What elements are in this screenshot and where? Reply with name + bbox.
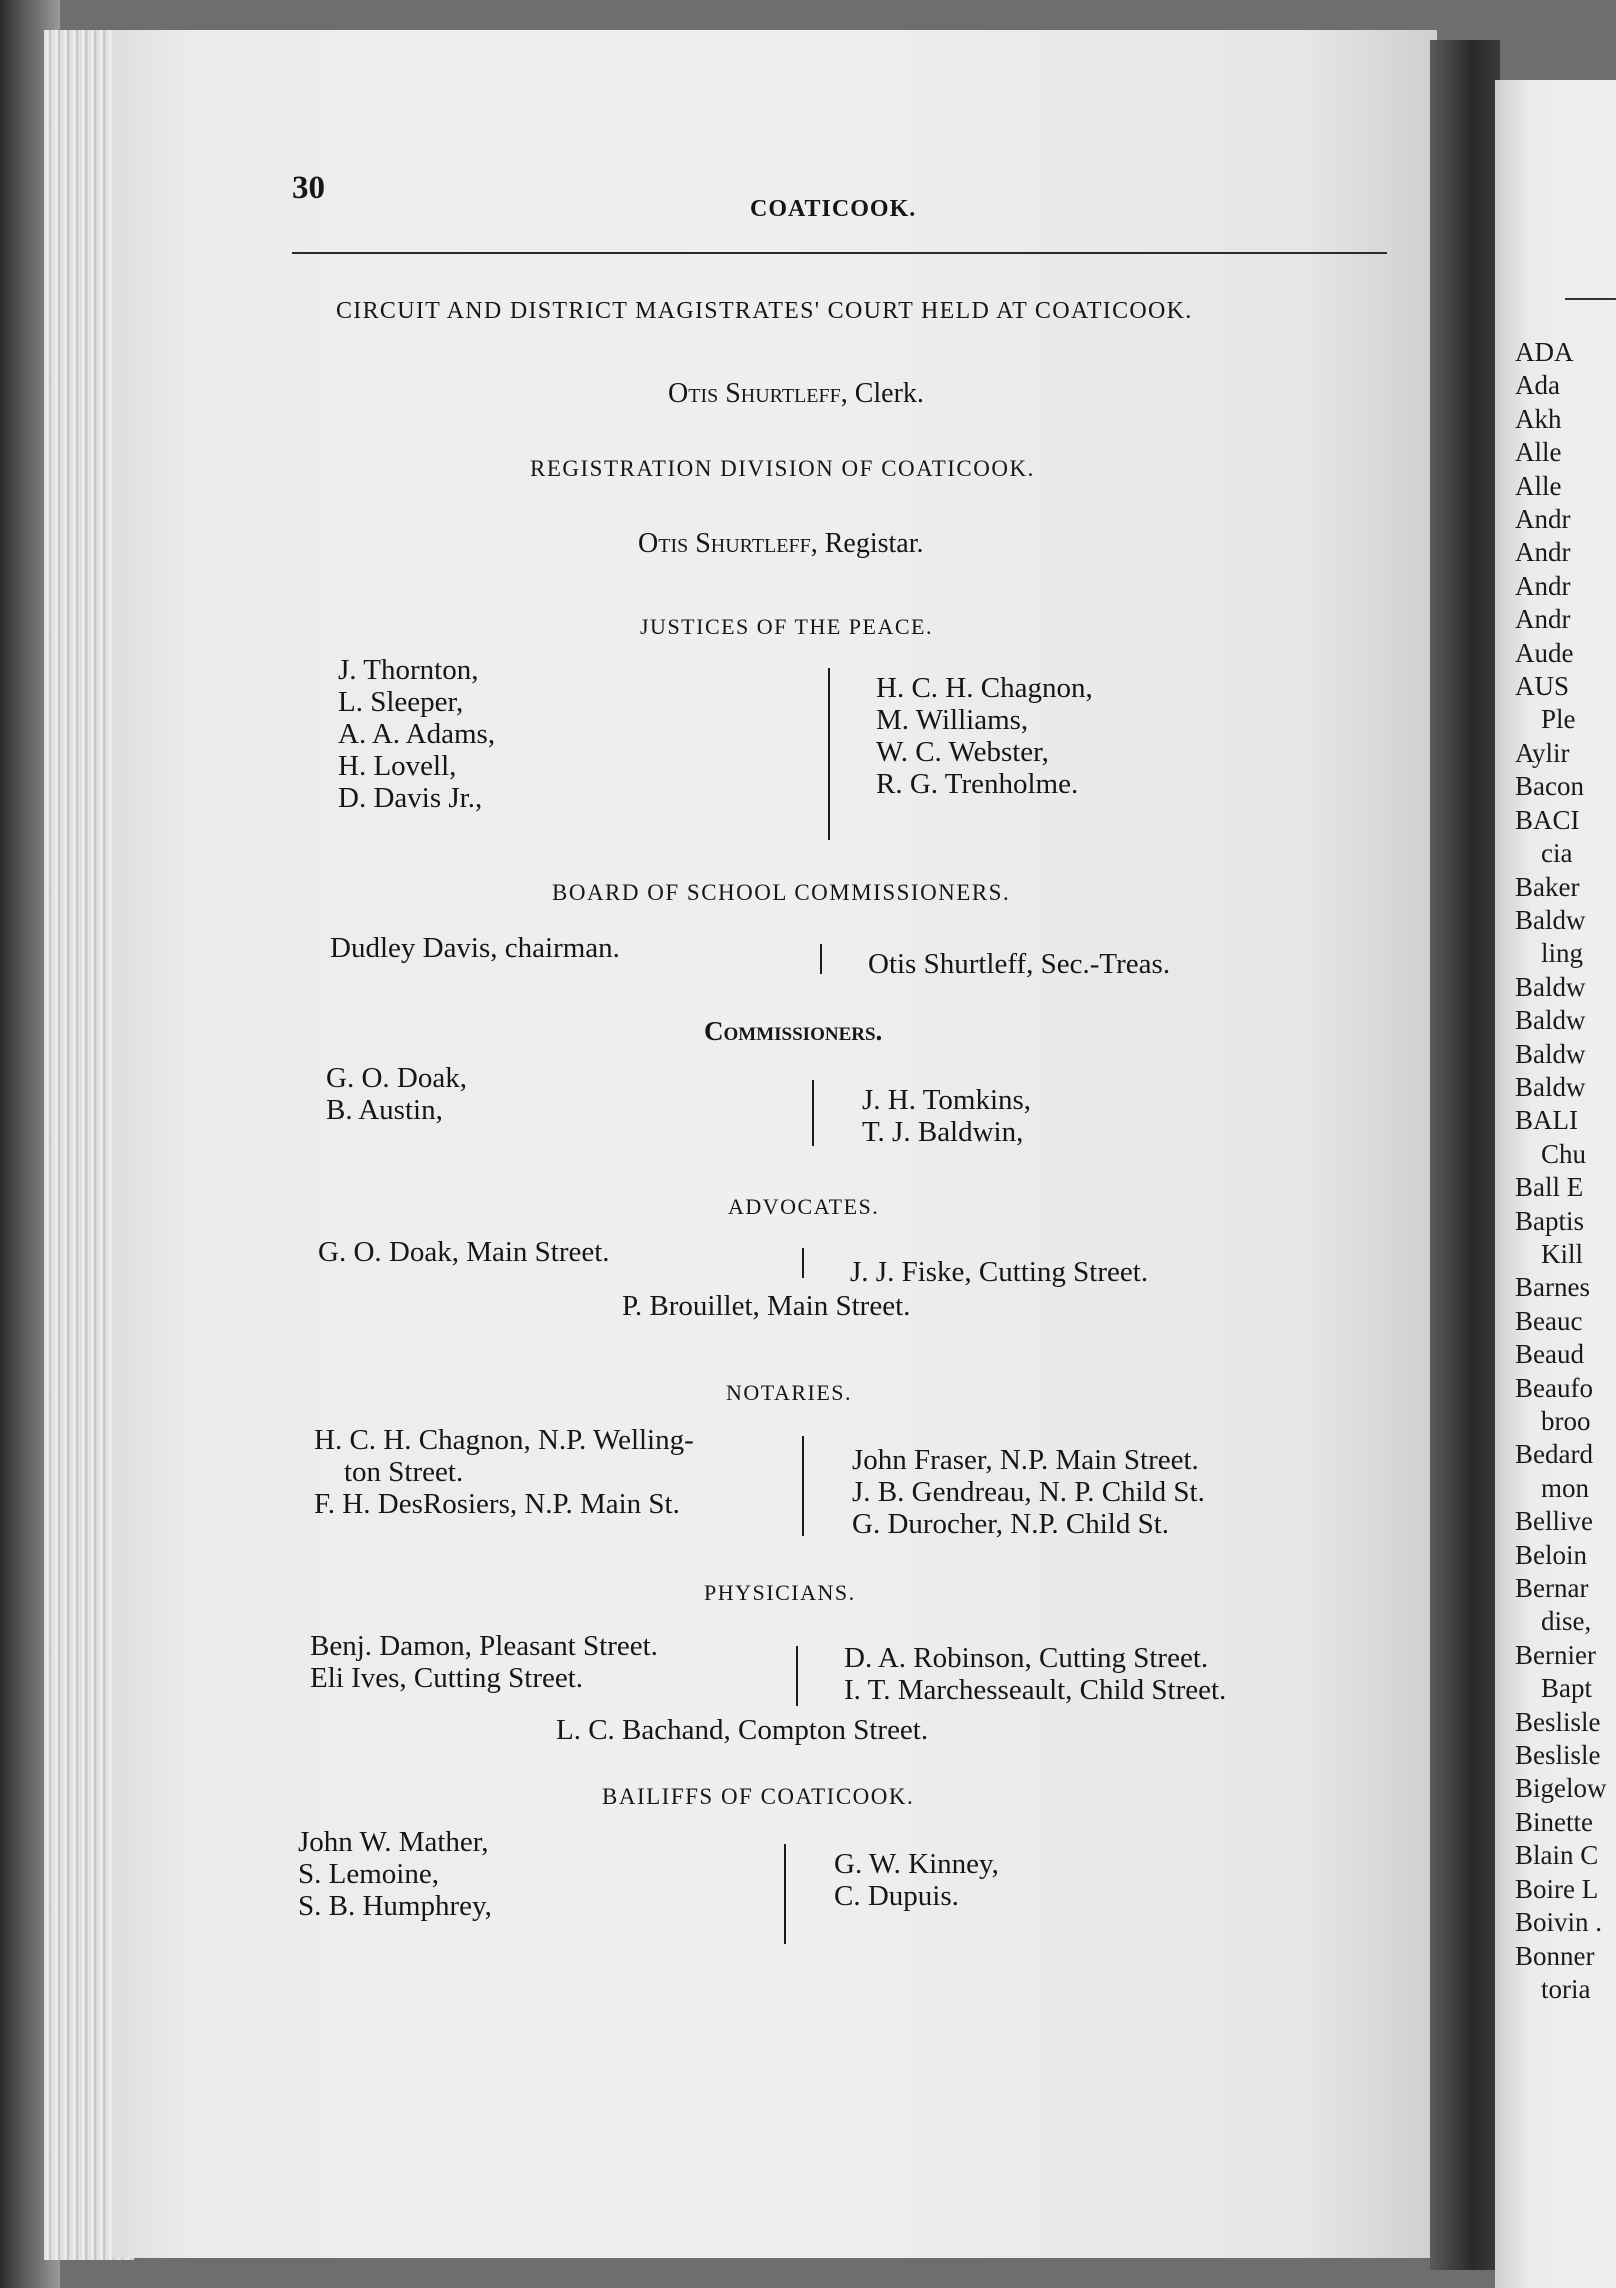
notary-entry: J. B. Gendreau, N. P. Child St. bbox=[852, 1476, 1205, 1508]
facing-page-entry: Ada bbox=[1515, 370, 1560, 401]
notary-entry bbox=[314, 1488, 694, 1520]
facing-page-entry: Bellive bbox=[1515, 1506, 1593, 1537]
facing-page-entry: Boivin . bbox=[1515, 1907, 1603, 1938]
facing-page bbox=[1495, 80, 1616, 2288]
facing-page-entry: dise, bbox=[1541, 1606, 1592, 1637]
facing-page-entry: Aylir bbox=[1515, 737, 1570, 768]
registrar-role: , Registar. bbox=[810, 528, 924, 559]
notary-entry-line: H. C. H. Chagnon, N.P. Welling- bbox=[314, 1424, 694, 1456]
notaries-heading: NOTARIES. bbox=[726, 1380, 853, 1405]
facing-page-entry: mon bbox=[1541, 1472, 1590, 1503]
facing-page-entry: broo bbox=[1541, 1406, 1591, 1436]
physician-entry: D. A. Robinson, Cutting Street. bbox=[844, 1642, 1209, 1674]
facing-page-entry: Baldw bbox=[1515, 1005, 1586, 1036]
facing-page-entry: cia bbox=[1541, 838, 1573, 869]
notary-entry-line: F. H. DesRosiers, N.P. Main St. bbox=[314, 1488, 680, 1520]
registrar-name: Otis Shurtleff bbox=[638, 528, 811, 559]
facing-page-entry: Kill bbox=[1541, 1238, 1584, 1269]
school-board-chairman: Dudley Davis, chairman. bbox=[330, 932, 620, 964]
school-board-secretary: Otis Shurtleff, Sec.-Treas. bbox=[868, 948, 1171, 980]
justice-name: J. Thornton, bbox=[338, 654, 479, 686]
court-heading: CIRCUIT AND DISTRICT MAGISTRATES' COURT HELD AT COATICOOK. bbox=[336, 298, 1193, 324]
facing-page-entry: Beslisle bbox=[1515, 1706, 1601, 1737]
column-divider bbox=[784, 1844, 786, 1944]
physicians-heading: PHYSICIANS. bbox=[704, 1580, 856, 1605]
justices-right-column bbox=[876, 672, 1093, 800]
commissioners-heading: Commissioners. bbox=[704, 1016, 883, 1046]
physicians-left-column bbox=[310, 1630, 658, 1694]
facing-page-entry: Ple bbox=[1541, 704, 1576, 735]
advocates-heading: ADVOCATES. bbox=[728, 1194, 880, 1219]
running-head: COATICOOK. bbox=[750, 196, 917, 222]
facing-page-entry: Bonner bbox=[1515, 1940, 1595, 1971]
bailiff-name: G. W. Kinney, bbox=[834, 1848, 999, 1880]
physicians-right-column bbox=[844, 1642, 1226, 1706]
justices-left-column bbox=[338, 654, 495, 814]
notary-entry-continuation: ton Street. bbox=[344, 1456, 464, 1488]
facing-page-entry: Andr bbox=[1515, 537, 1571, 568]
commissioners-right-column bbox=[862, 1084, 1031, 1148]
facing-page-entry: Bigelow bbox=[1515, 1773, 1607, 1804]
commissioner-name: T. J. Baldwin, bbox=[862, 1116, 1024, 1148]
facing-page-entry: Baker bbox=[1515, 871, 1580, 902]
facing-page-index-list bbox=[1515, 336, 1607, 2006]
advocate-entry: G. O. Doak, Main Street. bbox=[318, 1236, 610, 1268]
justices-heading: JUSTICES OF THE PEACE. bbox=[640, 614, 933, 639]
advocate-entry: P. Brouillet, Main Street. bbox=[622, 1290, 911, 1322]
facing-page-entry: Andr bbox=[1515, 604, 1571, 635]
registration-heading: REGISTRATION DIVISION OF COATICOOK. bbox=[530, 456, 1035, 481]
facing-page-entry: Bacon bbox=[1515, 771, 1584, 802]
bailiff-name: S. Lemoine, bbox=[298, 1858, 439, 1890]
bailiff-name: C. Dupuis. bbox=[834, 1880, 959, 1912]
facing-page-entry: Beslisle bbox=[1515, 1740, 1601, 1771]
facing-page-entry: Beaufo bbox=[1515, 1372, 1593, 1403]
facing-page-entry: Baptis bbox=[1515, 1205, 1585, 1236]
bailiffs-heading: BAILIFFS OF COATICOOK. bbox=[602, 1784, 915, 1809]
header-rule bbox=[292, 252, 1387, 254]
facing-page-entry: ADA bbox=[1515, 337, 1574, 367]
justice-name: R. G. Trenholme. bbox=[876, 768, 1079, 800]
column-divider bbox=[828, 668, 830, 840]
facing-page-entry: AUS bbox=[1515, 671, 1570, 702]
facing-page-entry: Bernier bbox=[1515, 1639, 1596, 1670]
notary-entry: John Fraser, N.P. Main Street. bbox=[852, 1444, 1199, 1476]
facing-page-entry: Baldw bbox=[1515, 1071, 1586, 1102]
facing-page-entry: Baldw bbox=[1515, 971, 1586, 1002]
advocate-entry: J. J. Fiske, Cutting Street. bbox=[850, 1256, 1149, 1288]
facing-page-entry: Alle bbox=[1515, 470, 1562, 501]
clerk-line bbox=[668, 378, 924, 410]
facing-page-entry: Akh bbox=[1515, 403, 1562, 434]
physician-entry: L. C. Bachand, Compton Street. bbox=[556, 1714, 929, 1746]
justice-name: A. A. Adams, bbox=[338, 718, 496, 750]
facing-page-entry: Beaud bbox=[1515, 1339, 1584, 1370]
notary-entry: G. Durocher, N.P. Child St. bbox=[852, 1508, 1170, 1540]
facing-page-entry: Alle bbox=[1515, 437, 1562, 468]
facing-page-rule bbox=[1565, 298, 1616, 300]
facing-page-entry: BACI bbox=[1515, 804, 1580, 835]
facing-page-entry: ling bbox=[1541, 938, 1584, 969]
page-number: 30 bbox=[292, 170, 325, 206]
column-divider bbox=[796, 1646, 798, 1706]
bailiff-name: S. B. Humphrey, bbox=[298, 1890, 492, 1922]
facing-page-entry: Binette bbox=[1515, 1806, 1593, 1837]
justice-name: L. Sleeper, bbox=[338, 686, 464, 718]
justice-name: H. C. H. Chagnon, bbox=[876, 672, 1093, 704]
physician-entry: Benj. Damon, Pleasant Street. bbox=[310, 1630, 658, 1662]
clerk-name: Otis Shurtleff bbox=[668, 378, 841, 409]
column-divider bbox=[802, 1436, 804, 1536]
facing-page-entry: Andr bbox=[1515, 570, 1571, 601]
facing-page-entry: Ball E bbox=[1515, 1172, 1584, 1203]
facing-page-entry: Chu bbox=[1541, 1138, 1587, 1169]
facing-page-entry: Baldw bbox=[1515, 1038, 1586, 1069]
facing-page-entry: Boire L bbox=[1515, 1873, 1599, 1904]
notary-entry bbox=[314, 1424, 694, 1488]
column-divider bbox=[812, 1080, 814, 1146]
bailiff-name: John W. Mather, bbox=[298, 1826, 489, 1858]
notaries-right-column bbox=[852, 1444, 1205, 1540]
facing-page-entry: Bernar bbox=[1515, 1573, 1589, 1604]
facing-page-entry: Beauc bbox=[1515, 1305, 1583, 1336]
gutter-shadow bbox=[1430, 40, 1500, 2270]
facing-page-entry: Andr bbox=[1515, 504, 1571, 535]
facing-page-entry: toria bbox=[1541, 1973, 1591, 2004]
justice-name: W. C. Webster, bbox=[876, 736, 1049, 768]
clerk-role: , Clerk. bbox=[840, 378, 924, 409]
school-board-heading: BOARD OF SCHOOL COMMISSIONERS. bbox=[552, 880, 1011, 905]
column-divider bbox=[802, 1248, 804, 1278]
facing-page-entry: BALI bbox=[1515, 1105, 1578, 1136]
facing-page-entry: Beloin bbox=[1515, 1539, 1587, 1570]
left-page bbox=[112, 30, 1437, 2258]
facing-page-entry: Bedard bbox=[1515, 1439, 1593, 1470]
facing-page-entry: Blain C bbox=[1515, 1840, 1599, 1871]
justice-name: H. Lovell, bbox=[338, 750, 457, 782]
facing-page-entry: Barnes bbox=[1515, 1272, 1590, 1303]
bailiffs-right-column bbox=[834, 1848, 999, 1912]
justice-name: D. Davis Jr., bbox=[338, 782, 483, 814]
bailiffs-left-column bbox=[298, 1826, 492, 1922]
facing-page-entry: Bapt bbox=[1541, 1673, 1592, 1704]
commissioners-left-column bbox=[326, 1062, 467, 1126]
registrar-line bbox=[638, 528, 923, 560]
commissioner-name: J. H. Tomkins, bbox=[862, 1084, 1032, 1116]
notaries-left-column bbox=[314, 1424, 694, 1520]
physician-entry: Eli Ives, Cutting Street. bbox=[310, 1662, 584, 1694]
physician-entry: I. T. Marchesseault, Child Street. bbox=[844, 1674, 1227, 1706]
facing-page-entry: Baldw bbox=[1515, 904, 1586, 935]
commissioner-name: B. Austin, bbox=[326, 1094, 443, 1126]
commissioner-name: G. O. Doak, bbox=[326, 1062, 467, 1094]
facing-page-entry: Aude bbox=[1515, 637, 1574, 668]
column-divider bbox=[820, 944, 822, 974]
justice-name: M. Williams, bbox=[876, 704, 1029, 736]
